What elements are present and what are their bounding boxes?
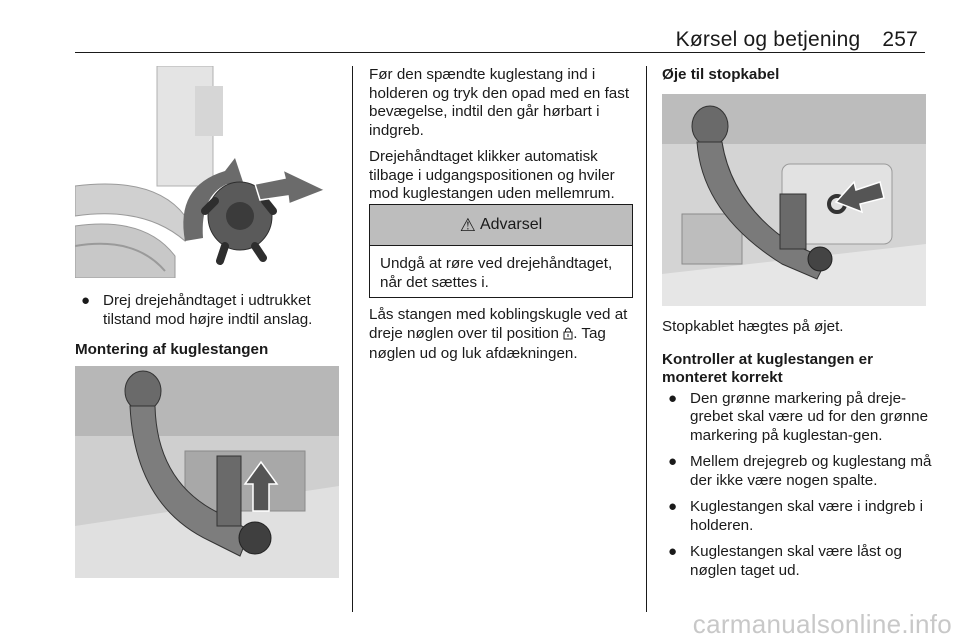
figure-turn-handle: [75, 66, 339, 278]
illustration-turn-handle: [75, 66, 339, 278]
col3-heading-1-wrap: [662, 66, 926, 93]
warning-text: Undgå at røre ved drejehåndtaget, når det sættes i.: [380, 255, 613, 291]
list-item: [662, 390, 932, 446]
paragraph-text-tail: . Tag nøglen ud og luk afdækningen.: [369, 324, 606, 362]
warning-triangle-icon: ⚠: [459, 214, 476, 235]
bullet-text: Mellem drejegreb og kuglestang må der ikke være nogen spalte.: [690, 453, 932, 489]
warning-title: Advarsel: [479, 216, 543, 233]
bullet-dot: ●: [668, 543, 678, 560]
heading-mounting: Montering af kuglestangen: [75, 341, 269, 358]
figure-mount-ballbar: [75, 366, 339, 578]
header-rule: [75, 52, 925, 53]
lock-closed-icon: [563, 326, 573, 346]
col1-text: [75, 292, 341, 368]
section-title: Kørsel og betjening: [675, 28, 861, 51]
bullet-text: Kuglestangen skal være låst og nøglen taget ud.: [690, 543, 902, 579]
list-item: [75, 292, 341, 329]
illustration-stop-cable-eye: [662, 94, 926, 306]
column-divider-2: [646, 66, 647, 612]
bullet-text: Kuglestangen skal være i indgreb i holderen.: [690, 498, 924, 534]
bullet-dot: ●: [668, 453, 678, 470]
column-divider-1: [352, 66, 353, 612]
list-item: [662, 453, 932, 490]
bullet-dot: ●: [668, 498, 678, 515]
list-item: [662, 543, 932, 580]
warning-header: [370, 205, 632, 246]
bullet-text: Drej drejehåndtaget i udtrukket tilstand mod højre indtil anslag.: [103, 292, 313, 328]
paragraph: Drejehåndtaget klikker automatisk tilbage i udgangspositionen og hviler mod kuglestangen uden mellemrum.: [369, 148, 615, 202]
warning-box: [369, 204, 633, 298]
col2-text-bottom: [369, 306, 635, 372]
illustration-mount-ballbar: [75, 366, 339, 578]
bullet-text: Den grønne markering på dreje-grebet skal være ud for den grønne markering på kuglestan-gen.: [690, 389, 929, 444]
paragraph-text: Lås stangen med koblingskugle ved at dreje nøglen over til position: [369, 306, 628, 342]
page-number: 257: [882, 28, 918, 51]
figure-stop-cable-eye: [662, 94, 926, 306]
paragraph: [369, 306, 635, 364]
paragraph: Stopkablet hægtes på øjet.: [662, 318, 844, 335]
col2-text-top: [369, 66, 633, 212]
col3-text: [662, 318, 932, 588]
watermark: carmanualsonline.info: [692, 609, 952, 639]
list-item: [662, 498, 932, 535]
page-header: [676, 28, 918, 52]
bullet-dot: ●: [81, 292, 91, 309]
heading-check-mounting: Kontroller at kuglestangen er monteret korrekt: [662, 350, 873, 386]
paragraph: Før den spændte kuglestang ind i holderen og tryk den opad med en fast bevægelse, indtil den går hørbart i indgreb.: [369, 66, 630, 139]
heading-stop-cable-eye: Øje til stopkabel: [662, 66, 780, 83]
bullet-dot: ●: [668, 389, 678, 407]
